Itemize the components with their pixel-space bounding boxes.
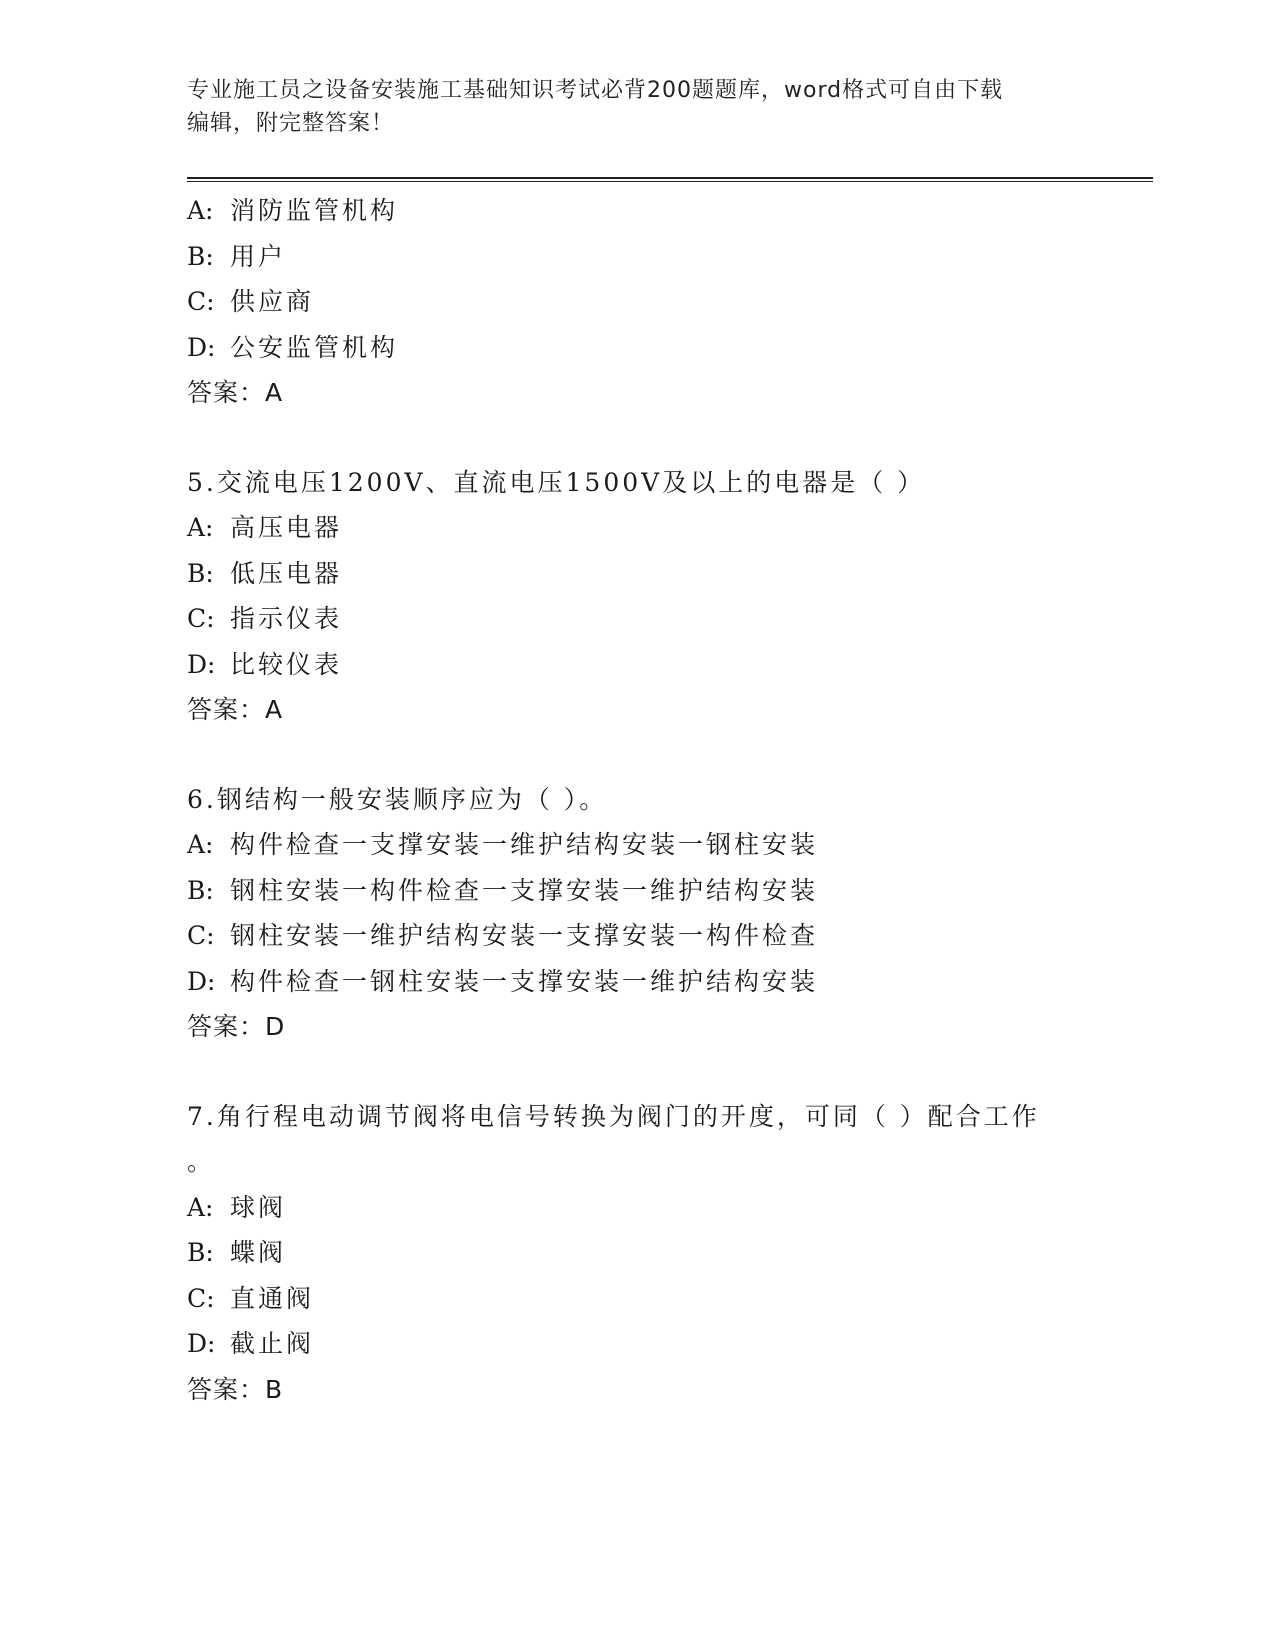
option-key: B: — [187, 1238, 214, 1267]
option-key: C: — [187, 1283, 215, 1313]
option-a — [187, 1185, 1127, 1231]
option-key: B: — [187, 875, 214, 905]
option-text: 蝶阀 — [230, 1238, 287, 1267]
option-c — [187, 596, 1127, 642]
option-a — [187, 188, 1127, 234]
header-divider-thin — [187, 181, 1153, 182]
option-key: A: — [187, 196, 214, 225]
option-c — [187, 913, 1127, 959]
header-title-line-2: 编辑，附完整答案！ — [187, 111, 395, 136]
option-text: 低压电器 — [230, 558, 343, 588]
answer-line: 答案：D — [187, 1012, 286, 1041]
option-key: A: — [187, 1192, 214, 1222]
option-b — [187, 551, 1127, 597]
option-text: 高压电器 — [230, 513, 343, 542]
question-stem: 5.交流电压1200V、直流电压1500V及以上的电器是（ ） — [187, 467, 926, 497]
option-b — [187, 234, 1127, 280]
option-d — [187, 642, 1127, 688]
option-key: D: — [187, 1329, 216, 1358]
option-key: D: — [187, 966, 216, 996]
question-spacer — [187, 1050, 1127, 1094]
option-text: 球阀 — [230, 1192, 287, 1222]
option-key: B: — [187, 558, 214, 588]
option-d — [187, 959, 1127, 1005]
header-divider-thick — [187, 177, 1153, 179]
option-key: D: — [187, 332, 216, 362]
option-key: A: — [187, 830, 214, 859]
option-b — [187, 1230, 1127, 1276]
option-text: 指示仪表 — [230, 604, 343, 633]
option-a — [187, 822, 1127, 868]
option-text: 钢柱安装一维护结构安装一支撑安装一构件检查 — [230, 921, 819, 950]
option-key: C: — [187, 287, 215, 316]
option-key: A: — [187, 513, 214, 542]
question-5 — [187, 460, 1127, 733]
option-text: 比较仪表 — [230, 649, 343, 679]
option-d — [187, 325, 1127, 371]
option-a — [187, 505, 1127, 551]
option-c — [187, 1276, 1127, 1322]
option-key: B: — [187, 241, 214, 271]
option-text: 构件检查一钢柱安装一支撑安装一维护结构安装 — [230, 966, 819, 996]
option-text: 公安监管机构 — [230, 332, 399, 362]
option-key: D: — [187, 649, 216, 679]
option-c — [187, 279, 1127, 325]
question-stem-continuation: 。 — [187, 1147, 213, 1176]
document-header — [187, 74, 1067, 140]
question-6 — [187, 777, 1127, 1050]
option-text: 直通阀 — [230, 1283, 315, 1313]
answer-line: 答案：A — [187, 378, 284, 407]
question-stem: 7.角行程电动调节阀将电信号转换为阀门的开度，可同（ ）配合工作 — [187, 1101, 1040, 1131]
option-key: C: — [187, 921, 215, 950]
answer-line: 答案：B — [187, 1374, 284, 1404]
option-text: 供应商 — [230, 287, 315, 316]
option-text: 消防监管机构 — [230, 196, 399, 225]
question-list — [187, 188, 1127, 1412]
question-stem: 6.钢结构一般安装顺序应为（ ）。 — [187, 784, 608, 814]
header-title-line-1: 专业施工员之设备安装施工基础知识考试必背200题题库，word格式可自由下载 — [187, 78, 1004, 103]
option-text: 钢柱安装一构件检查一支撑安装一维护结构安装 — [230, 875, 819, 905]
question-4 — [187, 188, 1127, 416]
question-7 — [187, 1094, 1127, 1413]
question-spacer — [187, 416, 1127, 460]
option-key: C: — [187, 604, 215, 633]
answer-line: 答案：A — [187, 695, 284, 724]
question-spacer — [187, 733, 1127, 777]
option-text: 用户 — [230, 241, 287, 271]
option-d — [187, 1321, 1127, 1367]
option-text: 截止阀 — [230, 1329, 315, 1358]
option-b — [187, 868, 1127, 914]
option-text: 构件检查一支撑安装一维护结构安装一钢柱安装 — [230, 830, 819, 859]
